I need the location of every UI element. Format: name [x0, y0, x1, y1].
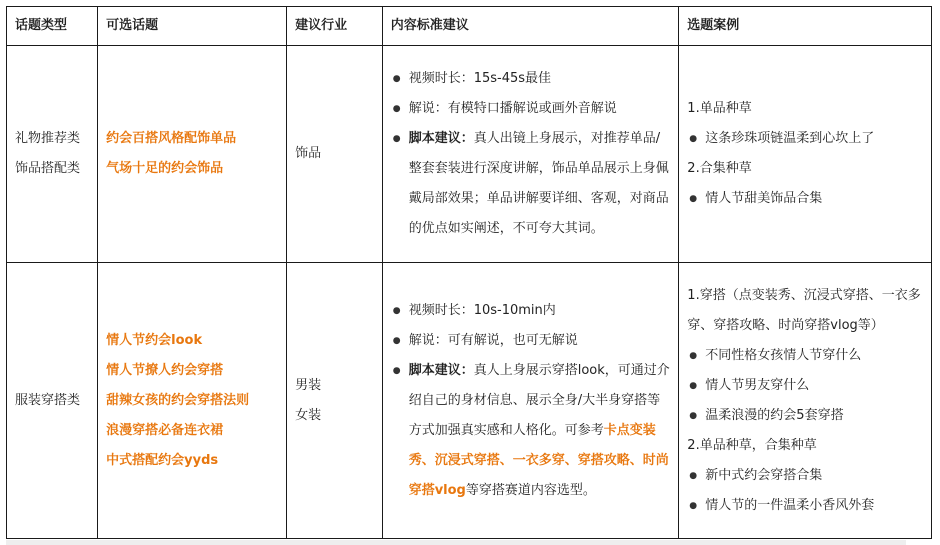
standard-item: ● 解说：有模特口播解说或画外音解说 [391, 94, 671, 124]
standard-item: ● 解说：可有解说，也可无解说 [391, 326, 671, 356]
topic-cases-cell [679, 46, 932, 263]
industry-item: 饰品 [295, 146, 322, 161]
case-heading: 2.单品种草，合集种草 [687, 437, 817, 453]
table-row [7, 46, 932, 263]
topic-item: 中式搭配约会yyds [106, 452, 219, 468]
script-suggestion-label: 脚本建议： [408, 362, 474, 378]
topic-type-cell [7, 263, 98, 539]
topic-type-line: 服装穿搭类 [15, 392, 81, 408]
header-content-standards: 内容标准建议 [382, 7, 679, 46]
optional-topics-cell [98, 46, 287, 263]
standard-item: ● 视频时长：15s-45s最佳 [391, 64, 671, 94]
topic-item: 浪漫穿搭必备连衣裙 [106, 422, 224, 438]
content-standards-cell [382, 263, 679, 539]
header-industry: 建议行业 [287, 7, 383, 46]
case-item: ● 情人节的一件温柔小香风外套 [687, 491, 923, 521]
case-item: ● 新中式约会穿搭合集 [687, 461, 923, 491]
case-heading: 1.单品种草 [687, 101, 752, 116]
topic-type-line: 礼物推荐类 [15, 131, 81, 146]
topic-type-cell [7, 46, 98, 263]
industry-cell [287, 46, 383, 263]
topic-cases-cell [679, 263, 932, 539]
case-item: ● 情人节甜美饰品合集 [687, 184, 923, 214]
content-standards-cell [382, 46, 679, 263]
reference-highlight: 卡点变装秀、沉浸式穿搭、一衣多穿、穿搭攻略、时尚穿搭vlog [408, 422, 669, 498]
case-heading: 2.合集种草 [687, 161, 752, 176]
topic-item: 情人节撩人约会穿搭 [106, 362, 224, 378]
industry-item: 男装 [295, 377, 322, 393]
standard-item: ● 脚本建议：真人出镜上身展示，对推荐单品/整套套装进行深度讲解，饰品单品展示上身佩戴局部效果；单品讲解要详细、客观，对商品的优点如实阐述，不可夸大其词。 [391, 124, 671, 244]
horizontal-scrollbar[interactable] [6, 540, 906, 545]
header-row [7, 7, 932, 46]
topic-item: 情人节约会look [106, 332, 203, 348]
header-topic-cases: 选题案例 [679, 7, 932, 46]
case-item: ● 温柔浪漫的约会5套穿搭 [687, 401, 923, 431]
topic-table [6, 6, 932, 539]
standard-item: ● 脚本建议：真人上身展示穿搭look，可通过介绍自己的身材信息、展示全身/大半身穿搭等方式加强真实感和人格化。可参考卡点变装秀、沉浸式穿搭、一衣多穿、穿搭攻略、时尚穿搭vlog等穿搭赛道内容选型。 [391, 356, 671, 506]
topic-type-line: 饰品搭配类 [15, 161, 81, 176]
topic-item: 气场十足的约会饰品 [106, 161, 224, 176]
table-row [7, 263, 932, 539]
case-item: ● 不同性格女孩情人节穿什么 [687, 341, 923, 371]
case-item: ● 这条珍珠项链温柔到心坎上了 [687, 124, 923, 154]
standard-item: ● 视频时长：10s-10min内 [391, 296, 671, 326]
topic-item: 甜辣女孩的约会穿搭法则 [106, 392, 250, 408]
industry-cell [287, 263, 383, 539]
header-optional-topics: 可选话题 [98, 7, 287, 46]
topic-item: 约会百搭风格配饰单品 [106, 131, 237, 146]
script-suggestion-label: 脚本建议： [408, 131, 474, 146]
header-topic-type: 话题类型 [7, 7, 98, 46]
case-heading: 1.穿搭（点变装秀、沉浸式穿搭、一衣多穿、穿搭攻略、时尚穿搭vlog等） [687, 287, 921, 333]
optional-topics-cell [98, 263, 287, 539]
industry-item: 女装 [295, 407, 322, 423]
case-item: ● 情人节男友穿什么 [687, 371, 923, 401]
